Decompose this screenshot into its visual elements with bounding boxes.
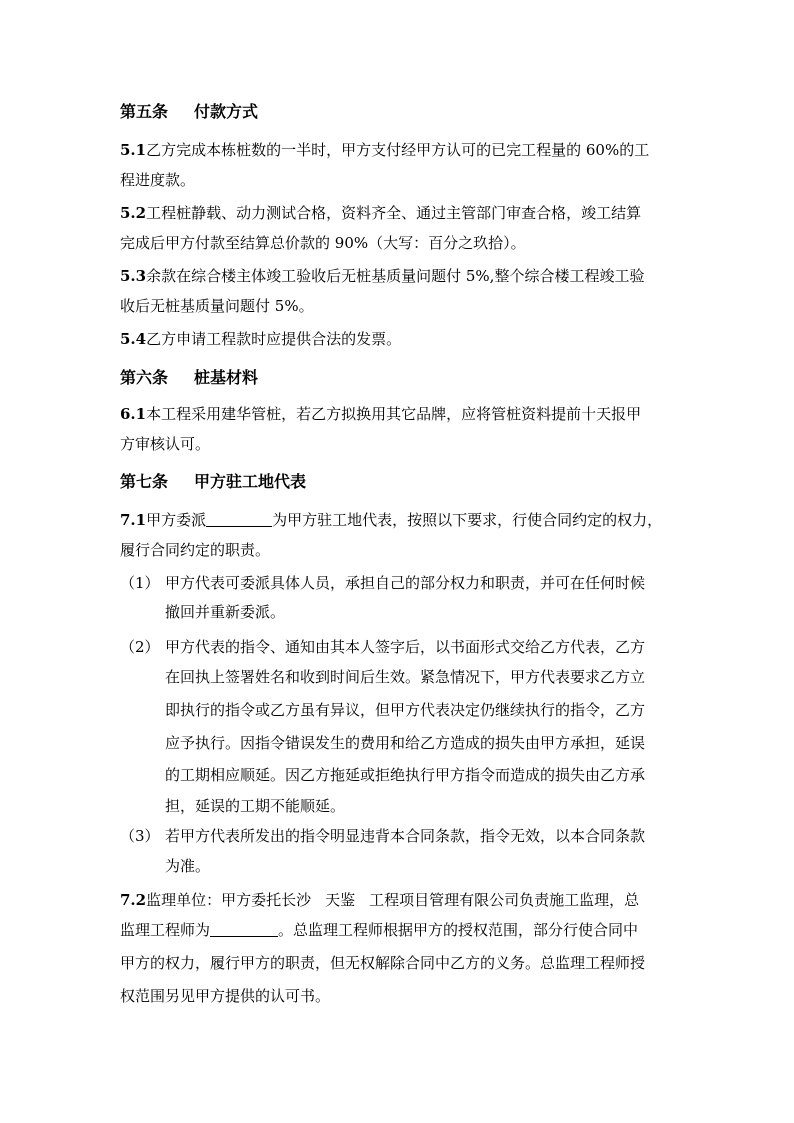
clause-7-2-line-3: 甲方的权力，履行甲方的职责，但无权解除合同中乙方的义务。总监理工程师授 bbox=[120, 954, 646, 972]
item-2-line-2: 在回执上签署姓名和收到时间后生效。紧急情况下，甲方代表要求乙方立 bbox=[165, 668, 646, 686]
clause-5-4-number: 5.4 bbox=[120, 330, 147, 348]
clause-7-2-line-2: 监理工程师为 。总监理工程师根据甲方的授权范围，部分行使合同中 bbox=[120, 921, 639, 939]
clause-5-2-line-1: 5.2工程桩静载、动力测试合格，资料齐全、通过主管部门审查合格，竣工结算 bbox=[120, 204, 642, 222]
clause-7-1-line-2: 履行合同约定的职责。 bbox=[120, 541, 271, 559]
item-2-marker: （2） bbox=[120, 638, 160, 656]
article-5-number: 第五条 bbox=[120, 102, 169, 121]
clause-7-1-line-1: 7.1甲方委派 为甲方驻工地代表，按照以下要求，行使合同约定的权力， bbox=[120, 511, 663, 529]
clause-5-3-number: 5.3 bbox=[120, 267, 147, 285]
clause-7-1-number: 7.1 bbox=[120, 511, 147, 529]
article-6-number: 第六条 bbox=[120, 368, 169, 387]
clause-7-2-line-4: 权范围另见甲方提供的认可书。 bbox=[120, 987, 331, 1005]
clause-5-2-line-2: 完成后甲方付款至结算总价款的 90%（大写：百分之玖拾）。 bbox=[120, 234, 526, 252]
clause-5-1-line-1: 5.1乙方完成本栋桩数的一半时，甲方支付经甲方认可的已完工程量的 60%的工 bbox=[120, 141, 650, 159]
item-2-line-3: 即执行的指令或乙方虽有异议，但甲方代表决定仍继续执行的指令，乙方 bbox=[165, 701, 646, 719]
article-5-title: 付款方式 bbox=[194, 102, 259, 121]
article-7-heading bbox=[120, 472, 700, 492]
item-1-marker: （1） bbox=[120, 574, 160, 592]
representative-name-blank[interactable] bbox=[206, 511, 272, 527]
clause-6-1-line-1: 6.1本工程采用建华管桩，若乙方拟换用其它品牌，应将管桩资料提前十天报甲 bbox=[120, 405, 642, 423]
article-5-heading bbox=[120, 102, 700, 122]
clause-6-1-number: 6.1 bbox=[120, 405, 147, 423]
clause-5-1-line-2: 程进度款。 bbox=[120, 171, 196, 189]
article-7-title: 甲方驻工地代表 bbox=[194, 472, 307, 491]
article-6-heading bbox=[120, 368, 700, 388]
clause-5-2-number: 5.2 bbox=[120, 204, 147, 222]
chief-supervisor-name-blank[interactable] bbox=[210, 921, 278, 937]
item-2-line-6: 担，延误的工期不能顺延。 bbox=[165, 797, 346, 815]
item-2-line-4: 应予执行。因指令错误发生的费用和给乙方造成的损失由甲方承担，延误 bbox=[165, 734, 646, 752]
clause-5-3-line-1: 5.3余款在综合楼主体竣工验收后无桩基质量问题付 5%,整个综合楼工程竣工验 bbox=[120, 267, 645, 285]
item-2-line-1: 甲方代表的指令、通知由其本人签字后，以书面形式交给乙方代表，乙方 bbox=[165, 638, 646, 656]
clause-7-2-line-1: 7.2监理单位：甲方委托长沙 天鉴 工程项目管理有限公司负责施工监理，总 bbox=[120, 891, 640, 909]
clause-7-2-number: 7.2 bbox=[120, 891, 147, 909]
article-7-number: 第七条 bbox=[120, 472, 169, 491]
clause-5-1-number: 5.1 bbox=[120, 141, 147, 159]
clause-5-4-line-1: 5.4乙方申请工程款时应提供合法的发票。 bbox=[120, 330, 402, 348]
item-2-line-5: 的工期相应顺延。因乙方拖延或拒绝执行甲方指令而造成的损失由乙方承 bbox=[165, 766, 646, 784]
clause-5-3-line-2: 收后无桩基质量问题付 5%。 bbox=[120, 297, 314, 315]
item-3-line-2: 为准。 bbox=[165, 857, 211, 875]
clause-6-1-line-2: 方审核认可。 bbox=[120, 435, 211, 453]
item-1-line-2: 撤回并重新委派。 bbox=[165, 603, 286, 621]
item-3-line-1: 若甲方代表所发出的指令明显违背本合同条款，指令无效，以本合同条款 bbox=[165, 827, 646, 845]
item-3-marker: （3） bbox=[120, 827, 160, 845]
article-6-title: 桩基材料 bbox=[194, 368, 259, 387]
item-1-line-1: 甲方代表可委派具体人员，承担自己的部分权力和职责，并可在任何时候 bbox=[165, 574, 646, 592]
